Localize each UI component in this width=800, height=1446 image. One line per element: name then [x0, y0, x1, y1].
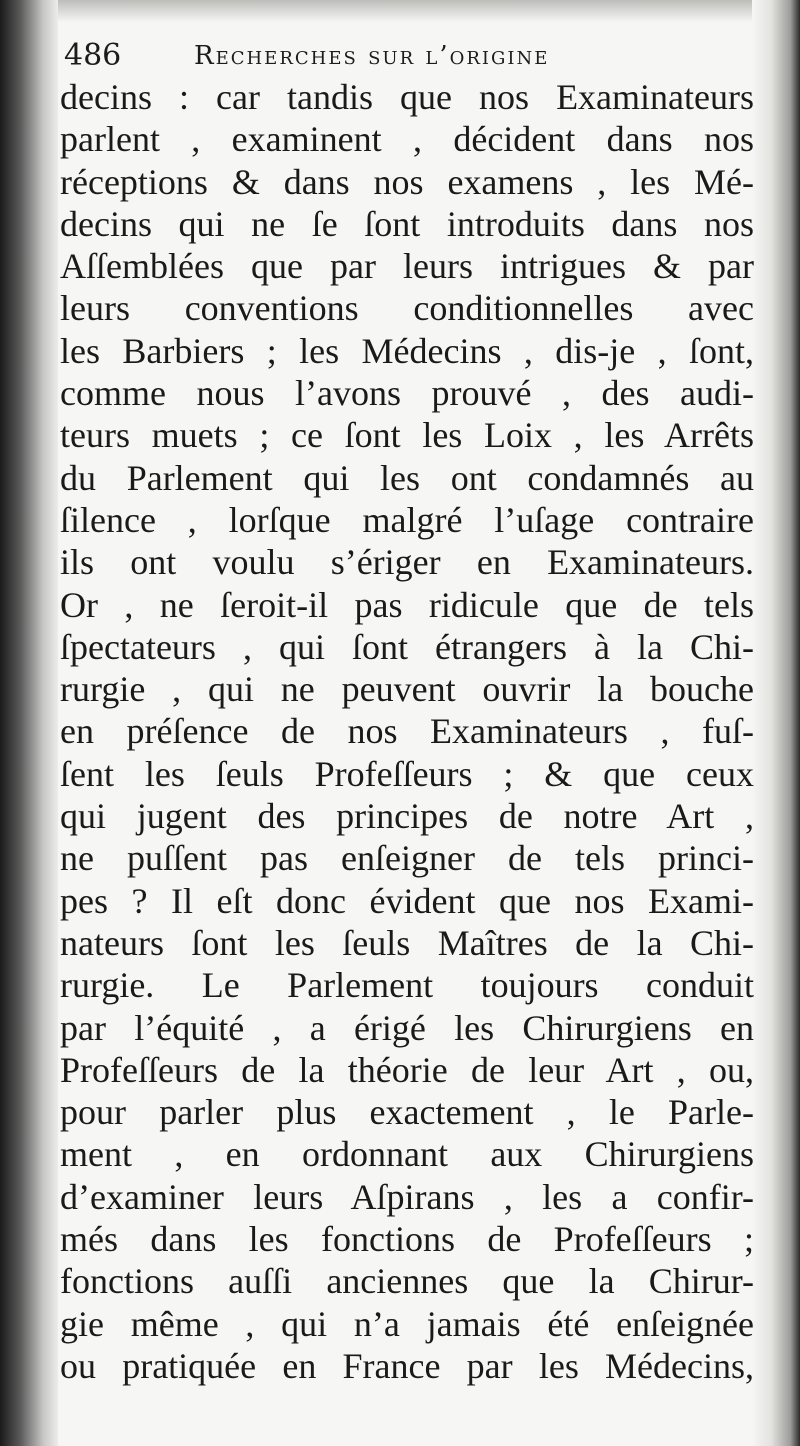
text-line: pes ? Il eſt donc évident que nos Exami-	[60, 880, 754, 921]
text-line: decins : car tandis que nos Examinateurs	[60, 77, 754, 117]
page-top-edge	[0, 0, 800, 22]
text-line: qui jugent des principes de notre Art ,	[60, 796, 754, 837]
page-number: 486	[64, 38, 122, 73]
body-text	[60, 76, 754, 1387]
text-line: ils ont voulu s’ériger en Examinateurs.	[60, 542, 754, 583]
text-line: les Barbiers ; les Médecins , dis-je , ſont,	[60, 330, 754, 371]
text-line: nateurs ſont les ſeuls Maîtres de la Chi-	[60, 922, 754, 963]
text-line: par l’équité , a érigé les Chirurgiens en	[60, 1007, 754, 1048]
text-line: pour parler plus exactement , le Parle-	[60, 1092, 754, 1133]
text-line: decins qui ne ſe ſont introduits dans nos	[60, 203, 754, 244]
text-line: parlent , examinent , décident dans nos	[60, 119, 754, 160]
text-line: en préſence de nos Examinateurs , fuſ-	[60, 711, 754, 752]
text-line: du Parlement qui les ont condamnés au	[60, 457, 754, 498]
text-line: réceptions & dans nos examens , les Mé-	[60, 161, 754, 202]
text-line: ment , en ordonnant aux Chirurgiens	[60, 1134, 754, 1175]
page-right-edge	[752, 0, 800, 1446]
text-line: Profeſſeurs de la théorie de leur Art , ou,	[60, 1049, 754, 1090]
text-line: ſent les ſeuls Profeſſeurs ; & que ceux	[60, 753, 754, 794]
text-line: d’examiner leurs Aſpirans , les a confir-	[60, 1176, 754, 1217]
text-line: fonctions auſſi anciennes que la Chirur-	[60, 1261, 754, 1302]
text-line: gie même , qui n’a jamais été enſeignée	[60, 1303, 754, 1344]
text-line: ne puſſent pas enſeigner de tels princi-	[60, 838, 754, 879]
text-line: Aſſemblées que par leurs intrigues & par	[60, 246, 754, 287]
text-line: més dans les fonctions de Profeſſeurs ;	[60, 1219, 754, 1260]
text-line: leurs conventions conditionnelles avec	[60, 288, 754, 329]
text-line: comme nous l’avons prouvé , des audi-	[60, 373, 754, 414]
text-line: ſpectateurs , qui ſont étrangers à la Chi-	[60, 626, 754, 667]
text-line: rurgie. Le Parlement toujours conduit	[60, 965, 754, 1006]
text-line: rurgie , qui ne peuvent ouvrir la bouche	[60, 669, 754, 710]
text-line: Or , ne ſeroit-il pas ridicule que de tels	[60, 584, 754, 625]
text-line: ou pratiquée en France par les Médecins,	[60, 1345, 754, 1386]
running-title: Recherches sur l’origine	[194, 41, 550, 71]
spine-shadow	[0, 0, 58, 1446]
text-line: ſilence , lorſque malgré l’uſage contraire	[60, 499, 754, 540]
text-line: teurs muets ; ce ſont les Loix , les Arrêts	[60, 415, 754, 456]
